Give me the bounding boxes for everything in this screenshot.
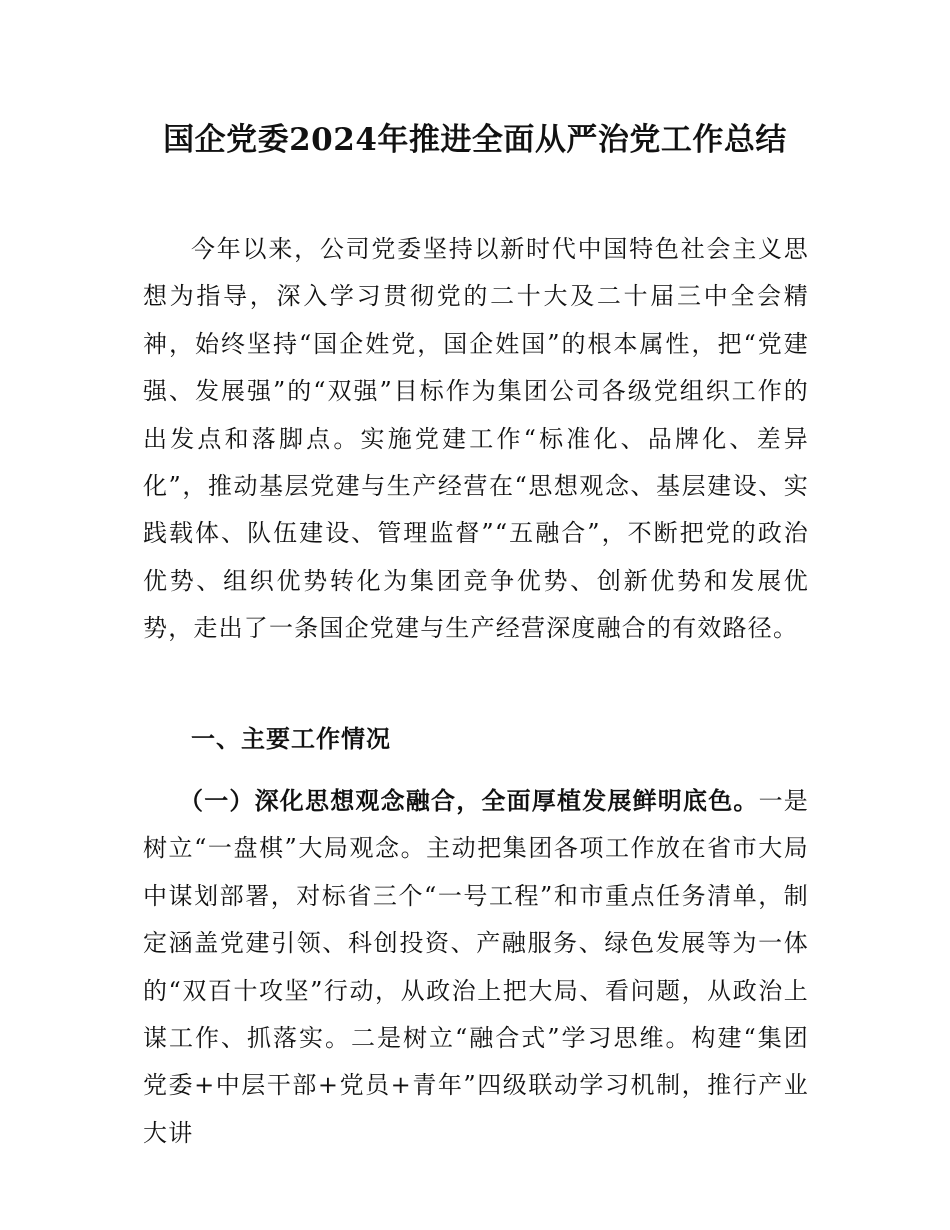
subsection-text-1: 一是树立“一盘棋”大局观念。主动把集团各项工作放在省市大局中谋划部署，对标省三个“一号工程”和市重点任务清单，制定涵盖党建引领、科创投资、产融服务、绿色发展等为一体的“双百十攻坚”行动，从政治上把大局、看问题，从政治上谋工作、抓落实。二是树立“融合式”学习思维。构建“集团党委+中层干部+党员+青年”四级联动学习机制，推行产业大讲: [143, 787, 810, 1147]
document-title: 国企党委2024年推进全面从严治党工作总结: [163, 122, 787, 158]
intro-paragraph: 今年以来，公司党委坚持以新时代中国特色社会主义思想为指导，深入学习贯彻党的二十大及二十届三中全会精神，始终坚持“国企姓党，国企姓国”的根本属性，把“党建强、发展强”的“双强”目标作为集团公司各级党组织工作的出发点和落脚点。实施党建工作“标准化、品牌化、差异化”，推动基层党建与生产经营在“思想观念、基层建设、实践载体、队伍建设、管理监督”“五融合”，不断把党的政治优势、组织优势转化为集团竞争优势、创新优势和发展优势，走出了一条国企党建与生产经营深度融合的有效路径。: [143, 235, 809, 643]
section-heading-main-work: 一、主要工作情况: [191, 725, 391, 753]
subsection-paragraph-1: [143, 778, 809, 1157]
subsection-heading-1: （一）深化思想观念融合，全面厚植发展鲜明底色。: [179, 787, 759, 815]
